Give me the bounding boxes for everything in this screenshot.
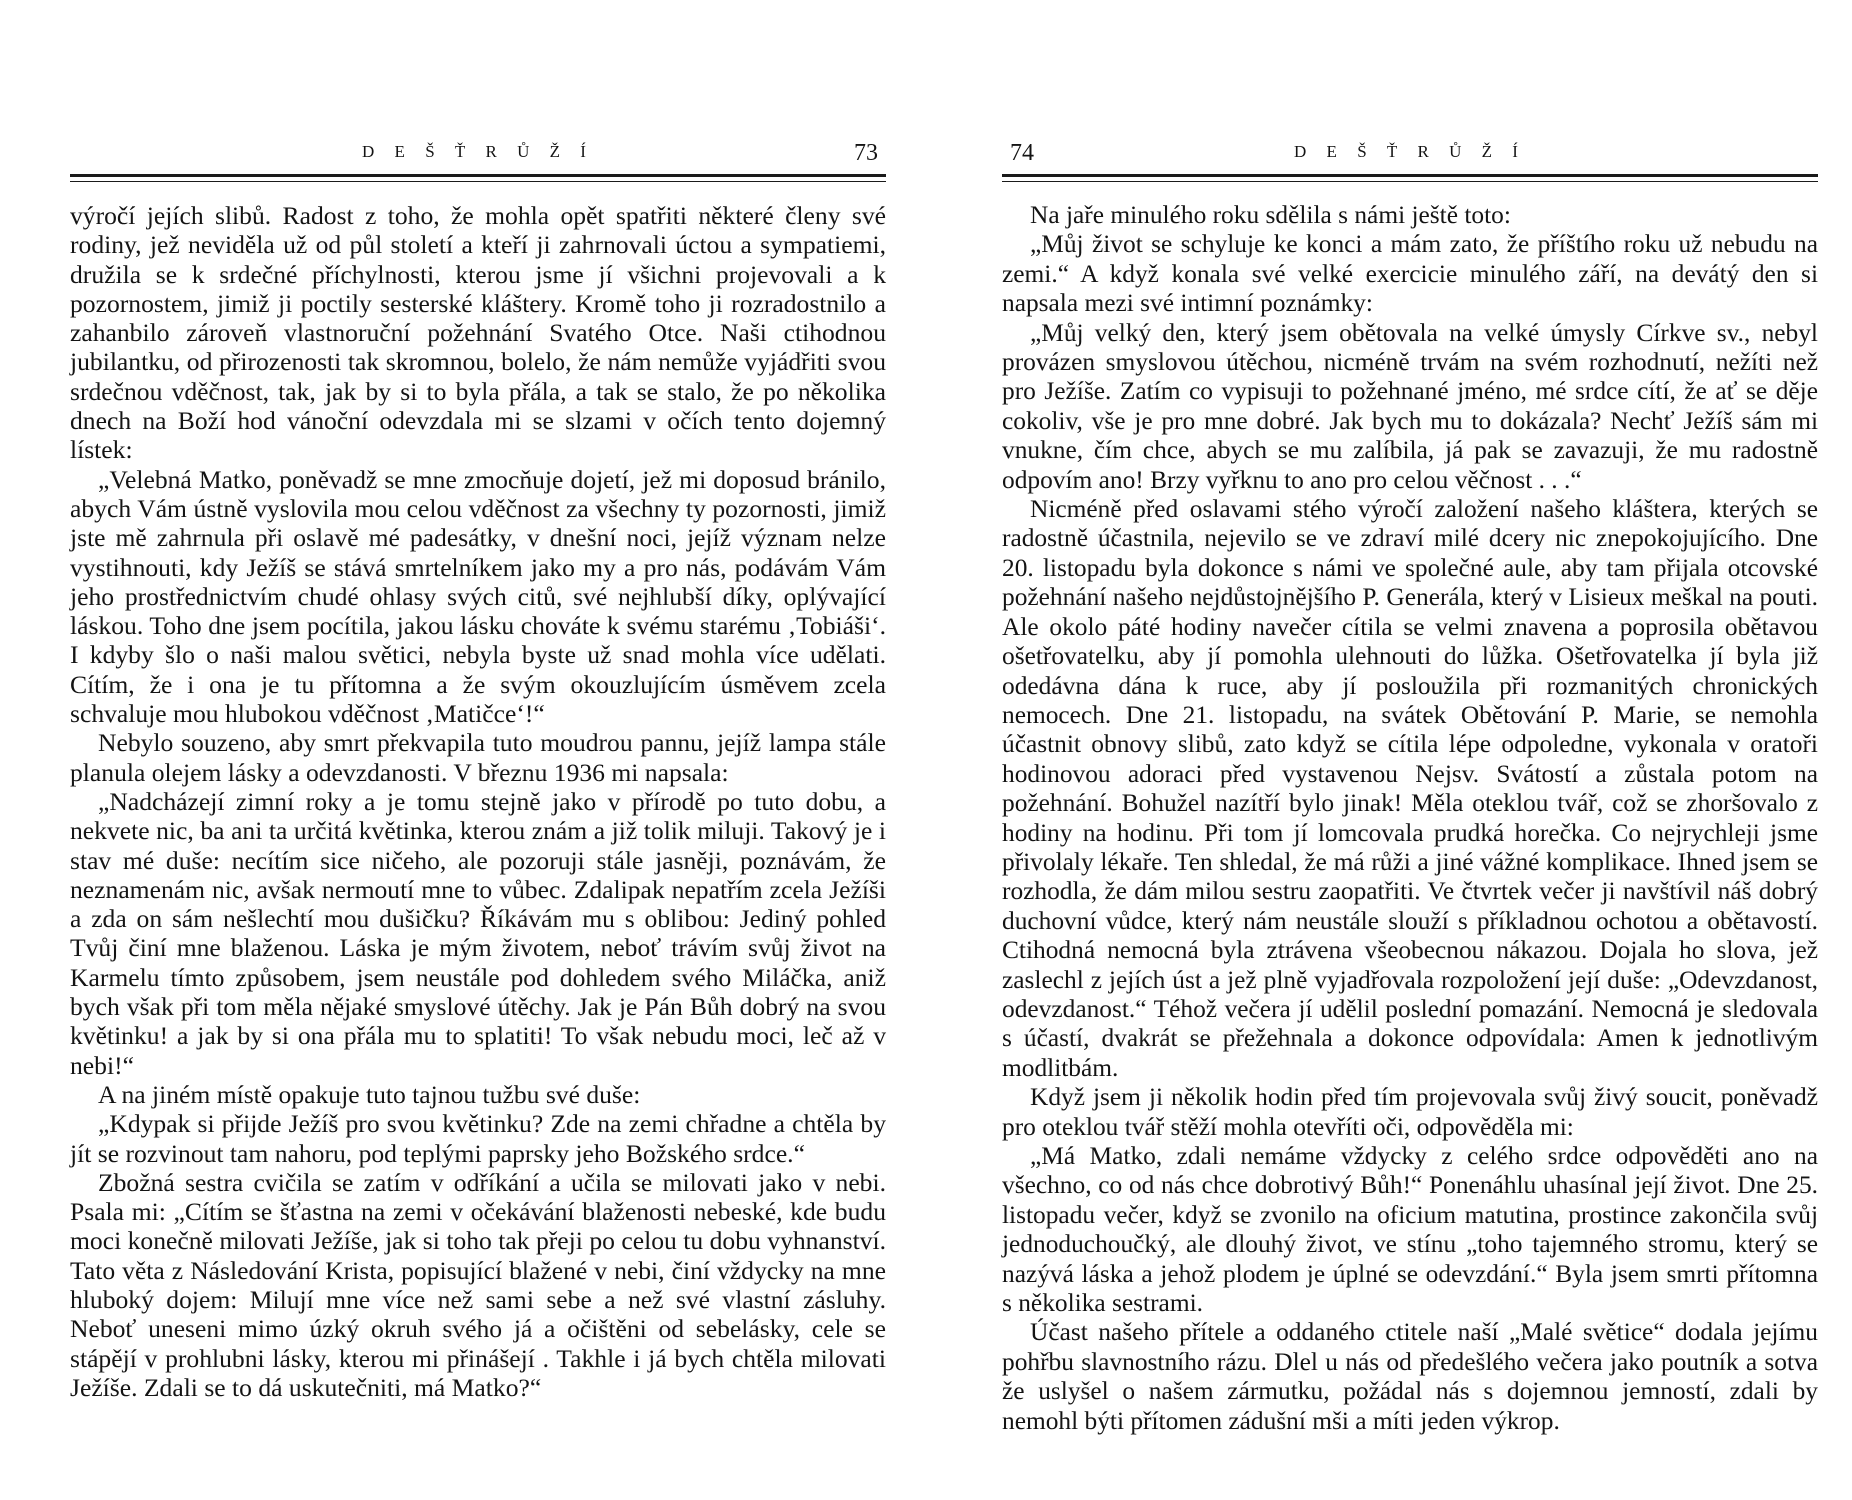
paragraph: „Můj velký den, který jsem obětovala na velké úmysly Církve sv., nebyl provázen smyslovou útěchou, nicméně trvám na svém rozhodnutí, nežíti než pro Ježíše. Zatím co vypisuji to požehnané jméno, mé srdce cítí, že ať se děje cokoliv, vše je pro mne dobré. Jak bych mu to dokázala? Nechť Ježíš sám mi vnukne, čím chce, abych se mu zalíbila, já pak se zavazuji, že mu radostně odpovím ano! Brzy vyřknu to ano pro celou věčnost . . .“ [1002, 318, 1818, 494]
paragraph: Nicméně před oslavami stého výročí založení našeho kláštera, kterých se radostně účastnila, nejevilo se ve zdraví milé dcery nic znepokojujícího. Dne 20. listopadu byla dokonce s námi ve společné aule, aby tam přijala otcovské požehnání našeho nejdůstojnějšího P. Generála, který v Lisieux meškal na pouti. Ale okolo páté hodiny navečer cítila se velmi znavena a poprosila obětavou ošetřovatelku, aby jí pomohla ulehnouti do lůžka. Ošetřovatelka jí byla již odedávna dána k ruce, aby jí posloužila při rozmanitých chronických nemocech. Dne 21. listopadu, na svátek Obětování P. Marie, se nemohla účastnit obnovy slibů, zato když se cítila lépe odpoledne, vykonala v oratoři hodinovou adoraci před vystavenou Nejsv. Svátostí a zůstala potom na požehnání. Bohužel nazítří bylo jinak! Měla oteklou tvář, což se zhoršovalo z hodiny na hodinu. Při tom jí lomcovala prudká horečka. Co nejrychleji jsme přivolaly lékaře. Ten shledal, že má růži a jiné vážné komplikace. Ihned jsem se rozhodla, že dám milou sestru zaopatřiti. Ve čtvrtek večer ji navštívil náš dobrý duchovní vůdce, který nám neustále slouží s příkladnou ochotou a obětavostí. Ctihodná nemocná byla ztrávena všeobecnou nákazou. Dojala ho slova, jež zaslechl z jejích úst a jež plně vyjadřovala rozpoložení její duše: „Odevzdanost, odevzdanost.“ Téhož večera jí udělil poslední pomazání. Nemocná je sledovala s účastí, dvakrát se přežehnala a dokonce odpovídala: Amen k jednotlivým modlitbám. [1002, 495, 1818, 1082]
right-page [1002, 138, 1818, 1436]
running-title: D E Š Ť R Ů Ž Í [362, 142, 594, 161]
left-page [70, 138, 886, 1402]
header-rule [1002, 181, 1818, 182]
page-header [70, 138, 886, 177]
paragraph: výročí jejích slibů. Radost z toho, že mohla opět spatřiti některé členy své rodiny, jež neviděla už od půl století a kteří ji zahrnovali úctou a sympatiemi, družila se k srdečné příchylnosti, kterou jsme jí všichni projevovali a k pozornostem, jimiž ji poctily sesterské kláštery. Kromě toho ji rozradostnilo a zahanbilo zároveň vlastnoruční požehnání Svatého Otce. Naši ctihodnou jubilantku, od přirozenosti tak skromnou, bolelo, že nám nemůže vyjádřiti svou srdečnou vděčnost, tak, jak by si to byla přála, a tak se stalo, že po několika dnech na Boží hod vánoční odevzdala mi se slzami v očích tento dojemný lístek: [70, 201, 886, 465]
paragraph: Zbožná sestra cvičila se zatím v odříkání a učila se milovati jako v nebi. Psala mi: „Cítím se šťastna na zemi v očekávání blaženosti nebeské, kde budu moci konečně milovati Ježíše, jak si toho tak přeji po celou tu dobu vyhnanství. Tato věta z Následování Krista, popisující blažené v nebi, činí vždycky na mne hluboký dojem: Milují mne více než sami sebe a než své vlastní zásluhy. Neboť uneseni mimo úzký okruh svého já a očištěni od sebelásky, cele se stápějí v prohlubni lásky, kterou mi přinášejí . Takhle i já bych chtěla milovati Ježíše. Zdali se to dá uskutečniti, má Matko?“ [70, 1167, 886, 1402]
paragraph: „Kdypak si přijde Ježíš pro svou květinku? Zde na zemi chřadne a chtěla by jít se rozvinout tam nahoru, pod teplými paprsky jeho Božského srdce.“ [70, 1109, 886, 1168]
paragraph: Na jaře minulého roku sdělila s námi ještě toto: [1030, 201, 1511, 229]
paragraph: „Nadcházejí zimní roky a je tomu stejně jako v přírodě po tuto dobu, a nekvete nic, ba ani ta určitá květinka, kterou znám a již tolik miluji. Takový je i stav mé duše: necítím sice ničeho, ale pozoruji stále jasněji, poznávám, že neznamenám nic, avšak nermoutí mne to vůbec. Zdalipak nepatřím zcela Ježíši a zda on sám nešlechtí mou dušičku? Říkávám mu s oblibou: Jediný pohled Tvůj činí mne blaženou. Láska je mým životem, neboť trávím svůj život na Karmelu tímto způsobem, jsem neustále pod dohledem svého Miláčka, aniž bych však při tom měla nějaké smyslové útěchy. Jak je Pán Bůh dobrý na svou květinku! a jak by si ona přála mu to splatiti! To však nebudu moci, leč až v nebi!“ [70, 786, 886, 1080]
running-title: D E Š Ť R Ů Ž Í [1294, 142, 1526, 161]
header-rule [70, 181, 886, 182]
paragraph: A na jiném místě opakuje tuto tajnou tužbu své duše: [98, 1079, 641, 1109]
paragraph: Nebylo souzeno, aby smrt překvapila tuto moudrou pannu, jejíž lampa stále planula olejem lásky a odevzdanosti. V březnu 1936 mi napsala: [70, 728, 886, 787]
body-text [70, 201, 886, 1402]
body-text [1002, 201, 1818, 1436]
paragraph: Když jsem ji několik hodin před tím projevovala svůj živý soucit, poněvadž pro oteklou tvář stěží mohla otevříti oči, odpověděla mi: [1002, 1083, 1818, 1141]
paragraph: „Velebná Matko, poněvadž se mne zmocňuje dojetí, jež mi doposud bránilo, abych Vám ústně vyslovila mou celou vděčnost za všechny ty pozornosti, jimiž jste mě zahrnula při oslavě mé padesátky, v dnešní noci, jejíž význam nelze vystihnouti, kdy Ježíš se stává smrtelníkem jako my a pro nás, podávám Vám jeho prostřednictvím chudé ohlasy svých citů, své nejhlubší díky, oplývající láskou. Toho dne jsem pocítila, jakou lásku chováte k svému starému ‚Tobiáši‘. I kdyby šlo o naši malou světici, nebyla byste už snad mohla více udělati. Cítím, že i ona je tu přítomna a že svým okouzlujícím úsměvem zcela schvaluje mou hlubokou vděčnost ‚Matičce‘!“ [70, 464, 886, 729]
page-header [1002, 138, 1818, 177]
paragraph: „Můj život se schyluje ke konci a mám zato, že příštího roku už nebudu na zemi.“ A když konala své velké exercicie minulého září, na devátý den si napsala mezi své intimní poznámky: [1002, 230, 1818, 318]
page-number: 74 [1010, 140, 1034, 166]
page-number: 73 [854, 140, 878, 166]
paragraph: „Má Matko, zdali nemáme vždycky z celého srdce odpověděti ano na všechno, co od nás chce dobrotivý Bůh!“ Ponenáhlu uhasínal její život. Dne 25. listopadu večer, když se zvonilo na oficium matutina, prostince zakončila svůj jednoduchoučký, ale dlouhý život, ve stínu „toho tajemného stromu, který se nazývá láska a jehož plodem je úplné se odevzdání.“ Byla jsem smrti přítomna s několika sestrami. [1002, 1142, 1818, 1318]
paragraph: Účast našeho přítele a oddaného ctitele naší „Malé světice“ dodala jejímu pohřbu slavnostního rázu. Dlel u nás od předešlého večera jako poutník a sotva že uslyšel o našem zármutku, požádal nás s dojemnou jemností, zdali by nemohl býti přítomen zádušní mši a míti jeden výkrop. [1002, 1318, 1818, 1435]
